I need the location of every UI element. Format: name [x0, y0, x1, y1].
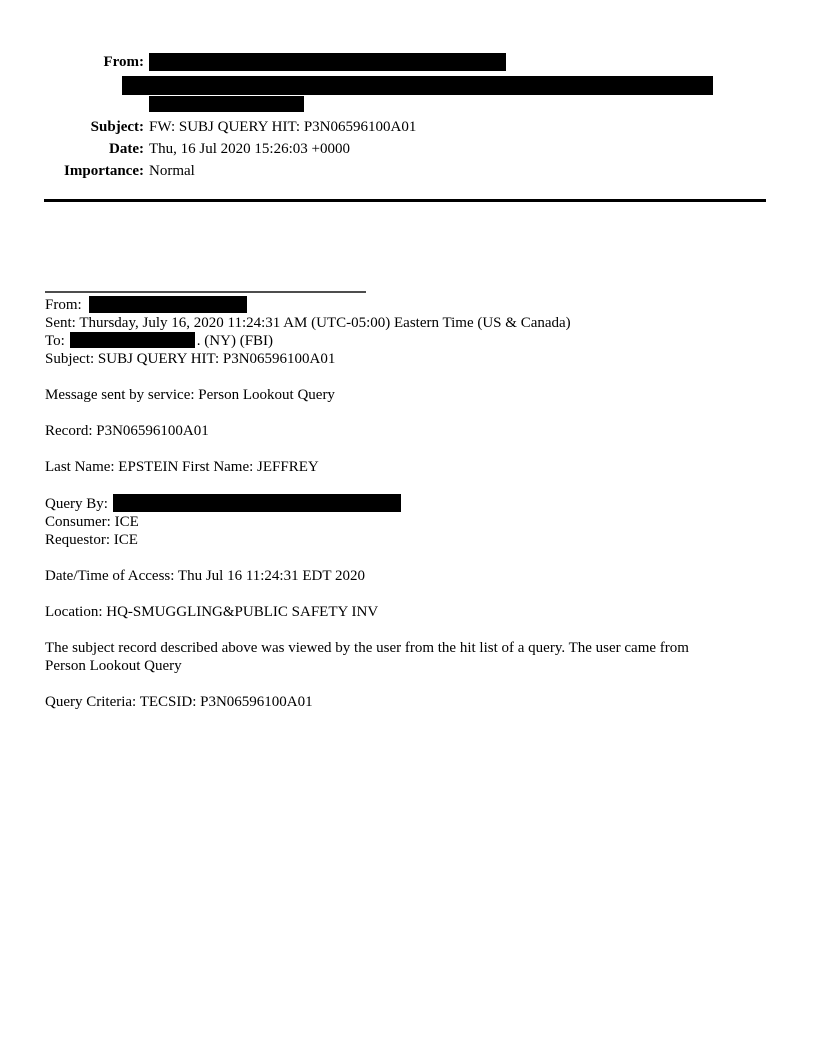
header-row-redacted-3	[44, 96, 766, 112]
fwd-from-label: From:	[45, 297, 82, 313]
fwd-to-suffix: . (NY) (FBI)	[196, 333, 274, 349]
criteria-line: Query Criteria: TECSID: P3N06596100A01	[45, 694, 313, 710]
importance-value: Normal	[149, 163, 195, 179]
redaction-bar-line3	[149, 96, 304, 112]
header-row-redacted-2	[44, 76, 766, 95]
forwarded-header-block	[45, 296, 785, 368]
redaction-bar-query-by	[113, 494, 401, 512]
fwd-from-line	[45, 296, 785, 314]
description-line-2: Person Lookout Query	[45, 658, 182, 674]
service-line: Message sent by service: Person Lookout Query	[45, 387, 335, 403]
consumer-line: Consumer: ICE	[45, 514, 139, 530]
location-line: Location: HQ-SMUGGLING&PUBLIC SAFETY INV	[45, 604, 379, 620]
date-label: Date:	[109, 141, 144, 157]
subject-value: FW: SUBJ QUERY HIT: P3N06596100A01	[149, 119, 417, 135]
redaction-bar-line2	[122, 76, 713, 95]
name-line: Last Name: EPSTEIN First Name: JEFFREY	[45, 459, 319, 475]
subject-label: Subject:	[90, 119, 144, 135]
header-row-date	[44, 140, 766, 158]
importance-label: Importance:	[64, 163, 144, 179]
description-line-1: The subject record described above was viewed by the user from the hit list of a query. The user came from	[45, 640, 689, 656]
access-line: Date/Time of Access: Thu Jul 16 11:24:31 EDT 2020	[45, 568, 365, 584]
header-row-from	[44, 53, 766, 71]
date-value: Thu, 16 Jul 2020 15:26:03 +0000	[149, 141, 350, 157]
fwd-subject-line: Subject: SUBJ QUERY HIT: P3N06596100A01	[45, 351, 336, 367]
forwarded-divider-line	[45, 291, 366, 293]
from-label: From:	[103, 54, 144, 70]
email-header	[44, 53, 766, 183]
fwd-to-label: To:	[45, 333, 65, 349]
fwd-to-line	[45, 332, 785, 350]
requestor-line: Requestor: ICE	[45, 532, 138, 548]
description-block	[45, 639, 785, 675]
fwd-sent-line: Sent: Thursday, July 16, 2020 11:24:31 AM (UTC-05:00) Eastern Time (US & Canada)	[45, 315, 571, 331]
redaction-bar-fwd-to	[70, 332, 195, 348]
query-by-label: Query By:	[45, 496, 108, 512]
redaction-bar-fwd-from	[89, 296, 247, 313]
record-line: Record: P3N06596100A01	[45, 423, 209, 439]
header-row-importance	[44, 162, 766, 180]
query-by-line	[45, 494, 785, 513]
header-row-subject	[44, 118, 766, 136]
forwarded-message	[45, 291, 785, 711]
redaction-bar-from-address	[149, 53, 506, 71]
header-divider-rule	[44, 199, 766, 202]
query-block	[45, 494, 785, 549]
